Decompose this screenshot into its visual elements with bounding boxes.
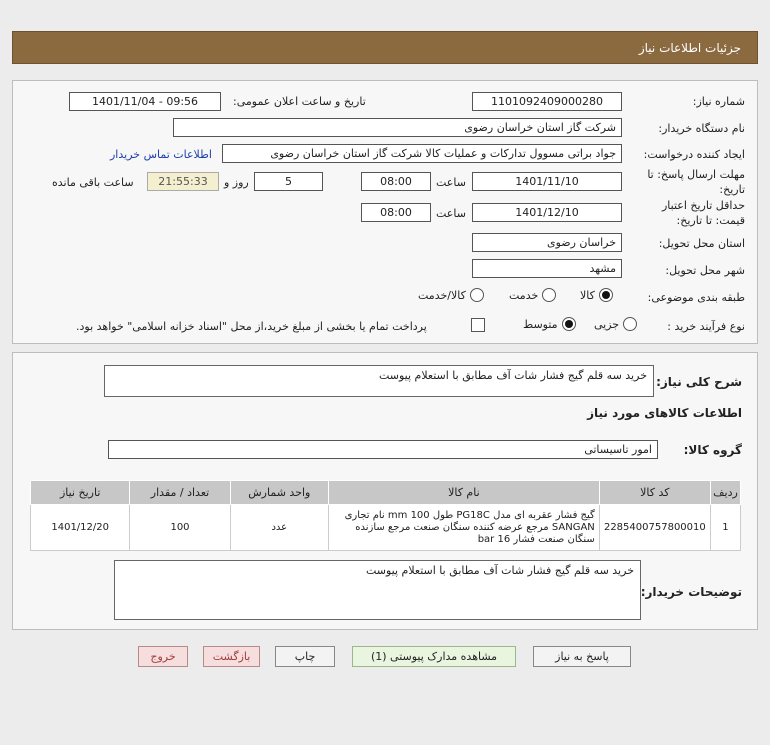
page-title: جزئیات اطلاعات نیاز <box>638 40 741 55</box>
radio-selected-icon[interactable] <box>562 317 576 331</box>
city-field: مشهد <box>472 259 622 278</box>
page-header <box>12 31 758 64</box>
goods-group-label: گروه کالا: <box>683 443 742 457</box>
validity-date-label: قیمت: تا تاریخ: <box>676 214 745 227</box>
days-remaining-field: 5 <box>254 172 323 191</box>
col-quantity: تعداد / مقدار <box>130 481 230 505</box>
creator-label: ایجاد کننده درخواست: <box>643 148 745 161</box>
cell-quantity: 100 <box>130 505 230 551</box>
process-option-medium[interactable]: متوسط <box>523 317 576 331</box>
radio-selected-icon[interactable] <box>599 288 613 302</box>
print-button[interactable]: چاپ <box>275 646 335 667</box>
category-option-service[interactable]: خدمت <box>509 288 556 302</box>
creator-field: جواد براتی مسوول تدارکات و عملیات کالا شرکت گاز استان خراسان رضوی <box>222 144 622 163</box>
exit-button[interactable]: خروج <box>138 646 188 667</box>
need-number-field: 1101092409000280 <box>472 92 622 111</box>
reply-button[interactable]: پاسخ به نیاز <box>533 646 631 667</box>
buyer-notes-label: توضیحات خریدار: <box>640 585 742 599</box>
buyer-contact-link[interactable]: اطلاعات تماس خریدار <box>110 148 212 161</box>
days-label: روز و <box>224 176 249 189</box>
city-label: شهر محل تحویل: <box>665 264 745 277</box>
validity-date-field: 1401/12/10 <box>472 203 622 222</box>
cell-need-date: 1401/12/20 <box>31 505 130 551</box>
radio-icon[interactable] <box>623 317 637 331</box>
need-description-label: شرح کلی نیاز: <box>656 375 742 389</box>
back-button[interactable]: بازگشت <box>203 646 260 667</box>
validity-time-field: 08:00 <box>361 203 431 222</box>
announce-date-label: تاریخ و ساعت اعلان عمومی: <box>233 95 366 108</box>
buyer-org-label: نام دستگاه خریدار: <box>658 122 745 135</box>
process-label: نوع فرآیند خرید : <box>667 320 745 333</box>
need-description-field: خرید سه قلم گیج فشار شات آف مطابق با استعلام پیوست <box>104 365 654 397</box>
cell-unit: عدد <box>230 505 328 551</box>
col-goods-name: نام کالا <box>328 481 599 505</box>
cell-goods-code: 2285400757800010 <box>599 505 710 551</box>
col-row-number: ردیف <box>710 481 740 505</box>
buyer-notes-field: خرید سه قلم گیج فشار شات آف مطابق با استعلام پیوست <box>114 560 641 620</box>
deadline-time-field: 08:00 <box>361 172 431 191</box>
radio-icon[interactable] <box>470 288 484 302</box>
validity-time-label: ساعت <box>436 207 466 220</box>
remaining-time-label: ساعت باقی مانده <box>52 176 134 189</box>
col-unit: واحد شمارش <box>230 481 328 505</box>
category-option-goods[interactable]: کالا <box>580 288 613 302</box>
process-option-minor[interactable]: جزیی <box>594 317 637 331</box>
goods-table <box>30 480 741 551</box>
remaining-time-field: 21:55:33 <box>147 172 219 191</box>
category-option-goods-service[interactable]: کالا/خدمت <box>418 288 484 302</box>
deadline-date-label: تاریخ: <box>719 183 745 196</box>
cell-row-number: 1 <box>710 505 740 551</box>
province-field: خراسان رضوی <box>472 233 622 252</box>
table-header-row <box>31 481 741 505</box>
announce-date-field: 1401/11/04 - 09:56 <box>69 92 221 111</box>
need-number-label: شماره نیاز: <box>692 95 745 108</box>
view-attachments-button[interactable]: مشاهده مدارک پیوستی (1) <box>352 646 516 667</box>
province-label: استان محل تحویل: <box>658 237 745 250</box>
treasury-payment-checkbox[interactable] <box>471 318 485 332</box>
table-row <box>31 505 741 551</box>
goods-group-field: امور تاسیساتی <box>108 440 658 459</box>
treasury-payment-note: پرداخت تمام یا بخشی از مبلغ خرید،از محل "اسناد خزانه اسلامی" خواهد بود. <box>76 320 427 333</box>
col-goods-code: کد کالا <box>599 481 710 505</box>
col-need-date: تاریخ نیاز <box>31 481 130 505</box>
radio-icon[interactable] <box>542 288 556 302</box>
buyer-org-field: شرکت گاز استان خراسان رضوی <box>173 118 622 137</box>
deadline-date-field: 1401/11/10 <box>472 172 622 191</box>
category-label: طبقه بندی موضوعی: <box>647 291 745 304</box>
deadline-label: مهلت ارسال پاسخ: تا <box>647 168 745 181</box>
deadline-time-label: ساعت <box>436 176 466 189</box>
goods-info-title: اطلاعات کالاهای مورد نیاز <box>587 406 742 420</box>
cell-goods-name: گیج فشار عقربه ای مدل PG18C طول mm 100 نام تجاری SANGAN مرجع عرضه کننده سنگان صنعت مرجع سازنده سنگان صنعت فشار bar 16 <box>328 505 599 551</box>
validity-label: حداقل تاریخ اعتبار <box>661 199 745 212</box>
